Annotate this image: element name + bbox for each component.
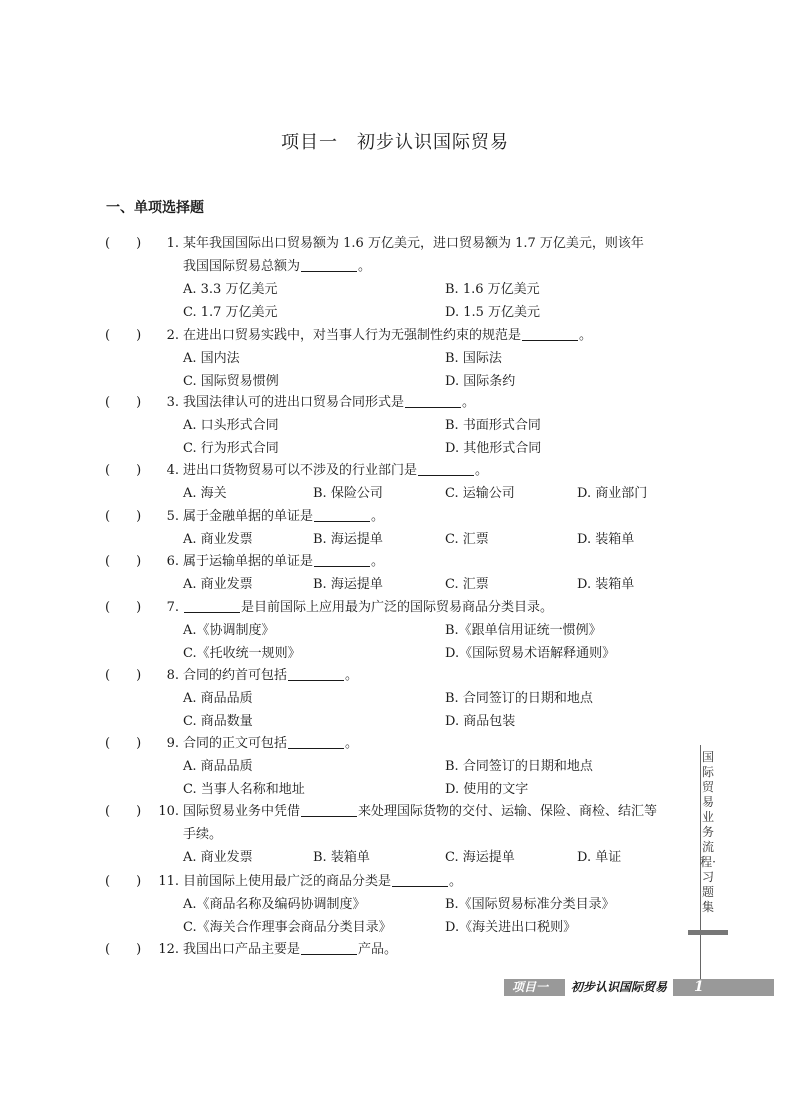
answer-paren: ( ) <box>105 395 142 410</box>
answer-blank <box>301 802 357 817</box>
option-d: D. 1.5 万亿美元 <box>445 305 541 320</box>
option-a: A. 3.3 万亿美元 <box>183 282 278 297</box>
option-d: D. 商业部门 <box>577 486 648 501</box>
option-a: A. 商品品质 <box>183 759 253 774</box>
footer-subtitle: 初步认识国际贸易 <box>565 979 673 996</box>
option-b: B. 保险公司 <box>313 486 383 501</box>
question-number: 9. <box>166 736 179 751</box>
question-number: 8. <box>166 668 179 683</box>
answer-paren: ( ) <box>105 328 142 343</box>
question-stem-cont: 手续。 <box>183 827 223 842</box>
question-stem: 目前国际上使用最广泛的商品分类是 。 <box>183 874 463 889</box>
answer-paren: ( ) <box>105 668 142 683</box>
option-b: B. 海运提单 <box>313 532 383 547</box>
question-number: 10. <box>158 804 179 819</box>
question-stem: 属于金融单据的单证是 。 <box>183 509 385 524</box>
page-number: 1 <box>694 979 704 995</box>
side-bar <box>688 930 728 935</box>
question-stem: 是目前国际上应用最为广泛的国际贸易商品分类目录。 <box>183 596 553 619</box>
question-number: 3. <box>166 395 179 410</box>
answer-blank <box>314 552 370 567</box>
question-stem: 某年我国国际出口贸易额为 1.6 万亿美元，进口贸易额为 1.7 万亿美元，则该年 <box>183 236 644 251</box>
option-c: C. 当事人名称和地址 <box>183 782 305 797</box>
question-number: 12. <box>158 942 179 957</box>
option-d: D. 其他形式合同 <box>445 441 542 456</box>
answer-blank <box>314 507 370 522</box>
option-d: D. 使用的文字 <box>445 782 529 797</box>
question-3 <box>105 391 690 460</box>
option-c: C. 运输公司 <box>445 486 515 501</box>
answer-paren: ( ) <box>105 942 142 957</box>
option-c: C.《海关合作理事会商品分类目录》 <box>183 920 392 935</box>
question-number: 2. <box>166 328 179 343</box>
option-d: D. 装箱单 <box>577 577 635 592</box>
footer-project: 项目一 <box>512 980 549 994</box>
option-d: D. 国际条约 <box>445 374 516 389</box>
option-c: C. 海运提单 <box>445 850 515 865</box>
question-4 <box>105 459 690 505</box>
option-d: D.《国际贸易术语解释通则》 <box>445 646 616 661</box>
answer-blank <box>418 461 474 476</box>
answer-blank <box>288 734 344 749</box>
option-a: A.《协调制度》 <box>183 623 275 638</box>
question-number: 6. <box>166 554 179 569</box>
answer-blank <box>301 940 357 955</box>
option-c: C. 汇票 <box>445 577 489 592</box>
question-9 <box>105 732 690 801</box>
question-stem: 属于运输单据的单证是 。 <box>183 554 385 569</box>
answer-blank <box>392 872 448 887</box>
option-c: C. 商品数量 <box>183 714 253 729</box>
option-a: A.《商品名称及编码协调制度》 <box>183 897 366 912</box>
option-d: D.《海关进出口税则》 <box>445 920 577 935</box>
option-c: C. 行为形式合同 <box>183 441 279 456</box>
section-heading: 一、单项选择题 <box>106 200 204 216</box>
option-a: A. 商业发票 <box>183 577 253 592</box>
answer-paren: ( ) <box>105 509 142 524</box>
option-a: A. 口头形式合同 <box>183 418 279 433</box>
answer-blank <box>184 598 240 613</box>
option-b: B. 海运提单 <box>313 577 383 592</box>
answer-paren: ( ) <box>105 600 142 615</box>
option-a: A. 商品品质 <box>183 691 253 706</box>
question-stem: 合同的正文可包括 。 <box>183 736 359 751</box>
option-c: C. 汇票 <box>445 532 489 547</box>
question-stem: 在进出口贸易实践中，对当事人行为无强制性约束的规范是 。 <box>183 328 593 343</box>
question-6 <box>105 550 690 596</box>
answer-blank <box>288 666 344 681</box>
answer-paren: ( ) <box>105 463 142 478</box>
option-d: D. 单证 <box>577 850 622 865</box>
question-5 <box>105 505 690 551</box>
answer-paren: ( ) <box>105 236 142 251</box>
option-b: B. 合同签订的日期和地点 <box>445 691 593 706</box>
question-number: 11. <box>158 874 179 889</box>
option-b: B.《国际贸易标准分类目录》 <box>445 897 615 912</box>
option-c: C.《托收统一规则》 <box>183 646 301 661</box>
question-10 <box>105 800 690 869</box>
answer-paren: ( ) <box>105 736 142 751</box>
question-stem: 我国法律认可的进出口贸易合同形式是 。 <box>183 395 476 410</box>
option-a: A. 国内法 <box>183 351 240 366</box>
question-11 <box>105 870 690 939</box>
answer-paren: ( ) <box>105 554 142 569</box>
option-a: A. 商业发票 <box>183 850 253 865</box>
question-7 <box>105 596 690 665</box>
page-title: 项目一 初步认识国际贸易 <box>281 132 509 153</box>
option-c: C. 国际贸易惯例 <box>183 374 279 389</box>
option-b: B. 合同签订的日期和地点 <box>445 759 593 774</box>
question-12 <box>105 938 690 961</box>
question-stem-cont: 我国国际贸易总额为 。 <box>183 259 372 274</box>
answer-blank <box>522 326 578 341</box>
option-d: D. 装箱单 <box>577 532 635 547</box>
question-1 <box>105 232 690 324</box>
question-number: 4. <box>166 463 179 478</box>
option-b: B. 1.6 万亿美元 <box>445 282 540 297</box>
question-number: 7. <box>166 600 179 615</box>
answer-blank <box>301 257 357 272</box>
option-a: A. 海关 <box>183 486 227 501</box>
question-stem: 我国出口产品主要是 产品。 <box>183 942 398 957</box>
question-stem: 合同的约首可包括 。 <box>183 668 359 683</box>
question-8 <box>105 664 690 733</box>
question-number: 1. <box>166 236 179 251</box>
option-b: B. 装箱单 <box>313 850 370 865</box>
option-b: B.《跟单信用证统一惯例》 <box>445 623 602 638</box>
question-number: 5. <box>166 509 179 524</box>
question-stem: 国际贸易业务中凭借 来处理国际货物的交付、运输、保险、商检、结汇等 <box>183 804 658 819</box>
option-b: B. 国际法 <box>445 351 502 366</box>
option-c: C. 1.7 万亿美元 <box>183 305 278 320</box>
option-a: A. 商业发票 <box>183 532 253 547</box>
side-book-title: 国际贸易业务流程·习题集 <box>700 750 716 914</box>
question-2 <box>105 324 690 393</box>
question-stem: 进出口货物贸易可以不涉及的行业部门是 。 <box>183 463 489 478</box>
answer-paren: ( ) <box>105 874 142 889</box>
option-b: B. 书面形式合同 <box>445 418 541 433</box>
answer-paren: ( ) <box>105 804 142 819</box>
option-d: D. 商品包装 <box>445 714 516 729</box>
answer-blank <box>405 393 461 408</box>
